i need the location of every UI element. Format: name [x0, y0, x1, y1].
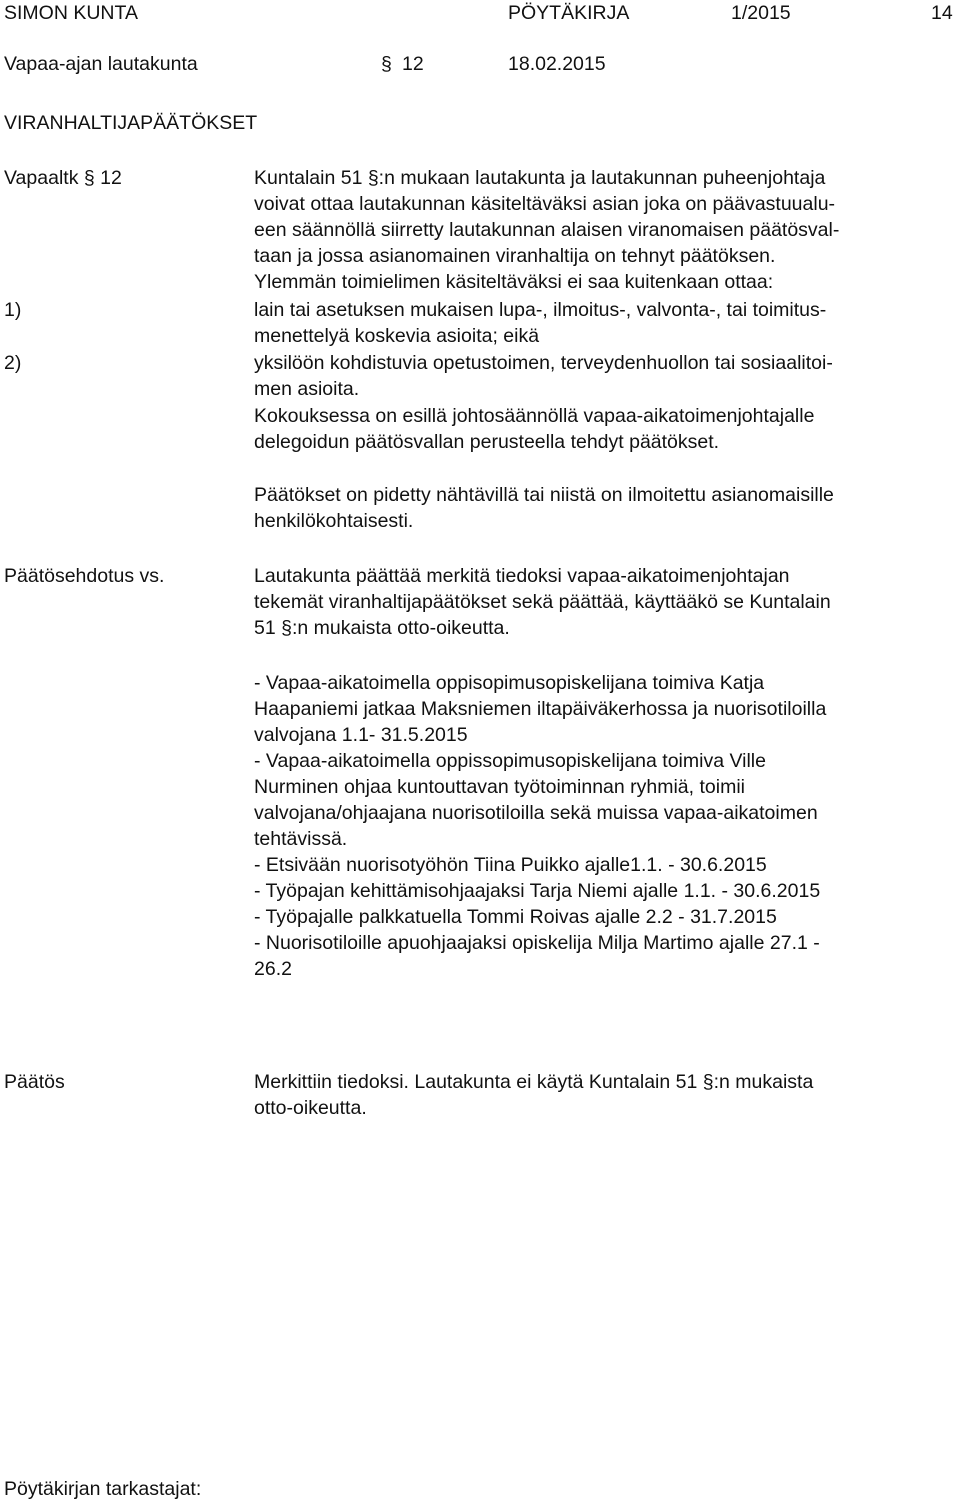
proposal-label: Päätösehdotus vs.: [4, 565, 165, 587]
decision-line: valvojana/ohjaajana nuorisotiloilla sekä muissa vapaa-aikatoimen: [254, 802, 818, 824]
decision-line: Nurminen ohjaa kuntouttavan työtoiminnan ryhmiä, toimii: [254, 776, 745, 798]
proposal-line: Lautakunta päättää merkitä tiedoksi vapaa-aikatoimenjohtajan: [254, 565, 790, 587]
display-note: [254, 482, 954, 534]
intro-line: Ylemmän toimielimen käsiteltäväksi ei saa kuitenkaan ottaa:: [254, 271, 774, 293]
case-reference: Vapaaltk § 12: [4, 167, 122, 189]
decision-line: - Vapaa-aikatoimella oppisopimusopiskelijana toimiva Katja: [254, 672, 765, 694]
meeting-date: 18.02.2015: [508, 53, 606, 75]
intro-paragraph: [254, 165, 954, 295]
proposal-line: tekemät viranhaltijapäätökset sekä päättää, käyttääkö se Kuntalain: [254, 591, 831, 613]
decision-line: - Etsivään nuorisotyöhön Tiina Puikko ajalle1.1. - 30.6.2015: [254, 854, 767, 876]
decision-line: - Nuorisotiloille apuohjaajaksi opiskelija Milja Martimo ajalle 27.1 -: [254, 932, 820, 954]
decision-line: Haapaniemi jatkaa Maksniemen iltapäiväkerhossa ja nuorisotiloilla: [254, 698, 827, 720]
list-item-line: yksilöön kohdistuvia opetustoimen, terveydenhuollon tai sosiaalitoi-: [254, 352, 833, 374]
decision-text: [254, 1069, 954, 1121]
decision-label: Päätös: [4, 1071, 65, 1093]
decision-text-line: otto-oikeutta.: [254, 1097, 367, 1119]
page-number: 14: [931, 2, 953, 24]
list-item-line: menettelyä koskevia asioita; eikä: [254, 325, 540, 347]
display-note-line: henkilökohtaisesti.: [254, 510, 414, 532]
decision-list: [254, 670, 954, 982]
list-number: 2): [4, 352, 22, 374]
intro-line: taan ja jossa asianomainen viranhaltija on tehnyt päätöksen.: [254, 245, 776, 267]
proposal-text: [254, 563, 954, 641]
board-name: Vapaa-ajan lautakunta: [4, 53, 198, 75]
intro-line: voivat ottaa lautakunnan käsiteltäväksi asian joka on päävastuualu-: [254, 193, 836, 215]
list-item-line: lain tai asetuksen mukaisen lupa-, ilmoitus-, valvonta-, tai toimitus-: [254, 299, 827, 321]
section-mark: §: [381, 53, 392, 75]
decision-line: - Vapaa-aikatoimella oppissopimusopiskelijana toimiva Ville: [254, 750, 766, 772]
list-item: [254, 350, 954, 402]
doc-number: 1/2015: [731, 2, 791, 24]
list-item-line: men asioita.: [254, 378, 360, 400]
doc-type: PÖYTÄKIRJA: [508, 2, 630, 24]
display-note-line: Päätökset on pidetty nähtävillä tai niistä on ilmoitettu asianomaisille: [254, 484, 834, 506]
proposal-line: 51 §:n mukaista otto-oikeutta.: [254, 617, 510, 639]
list-item: [254, 297, 954, 349]
intro-line: Kuntalain 51 §:n mukaan lautakunta ja lautakunnan puheenjohtaja: [254, 167, 826, 189]
page-title: VIRANHALTIJAPÄÄTÖKSET: [4, 112, 258, 134]
decision-line: - Työpajalle palkkatuella Tommi Roivas ajalle 2.2 - 31.7.2015: [254, 906, 777, 928]
intro-line: een säännöllä siirretty lautakunnan alaisen viranomaisen päätösval-: [254, 219, 840, 241]
meeting-note: [254, 403, 954, 455]
section-number: 12: [402, 53, 424, 75]
meeting-note-line: Kokouksessa on esillä johtosäännöllä vapaa-aikatoimenjohtajalle: [254, 405, 815, 427]
decision-line: - Työpajan kehittämisohjaajaksi Tarja Niemi ajalle 1.1. - 30.6.2015: [254, 880, 821, 902]
decision-line: 26.2: [254, 958, 292, 980]
decision-line: tehtävissä.: [254, 828, 348, 850]
decision-text-line: Merkittiin tiedoksi. Lautakunta ei käytä Kuntalain 51 §:n mukaista: [254, 1071, 814, 1093]
meeting-note-line: delegoidun päätösvallan perusteella tehdyt päätökset.: [254, 431, 720, 453]
reviewers-label: Pöytäkirjan tarkastajat:: [4, 1478, 202, 1500]
org-name: SIMON KUNTA: [4, 2, 138, 24]
list-number: 1): [4, 299, 22, 321]
decision-line: valvojana 1.1- 31.5.2015: [254, 724, 468, 746]
